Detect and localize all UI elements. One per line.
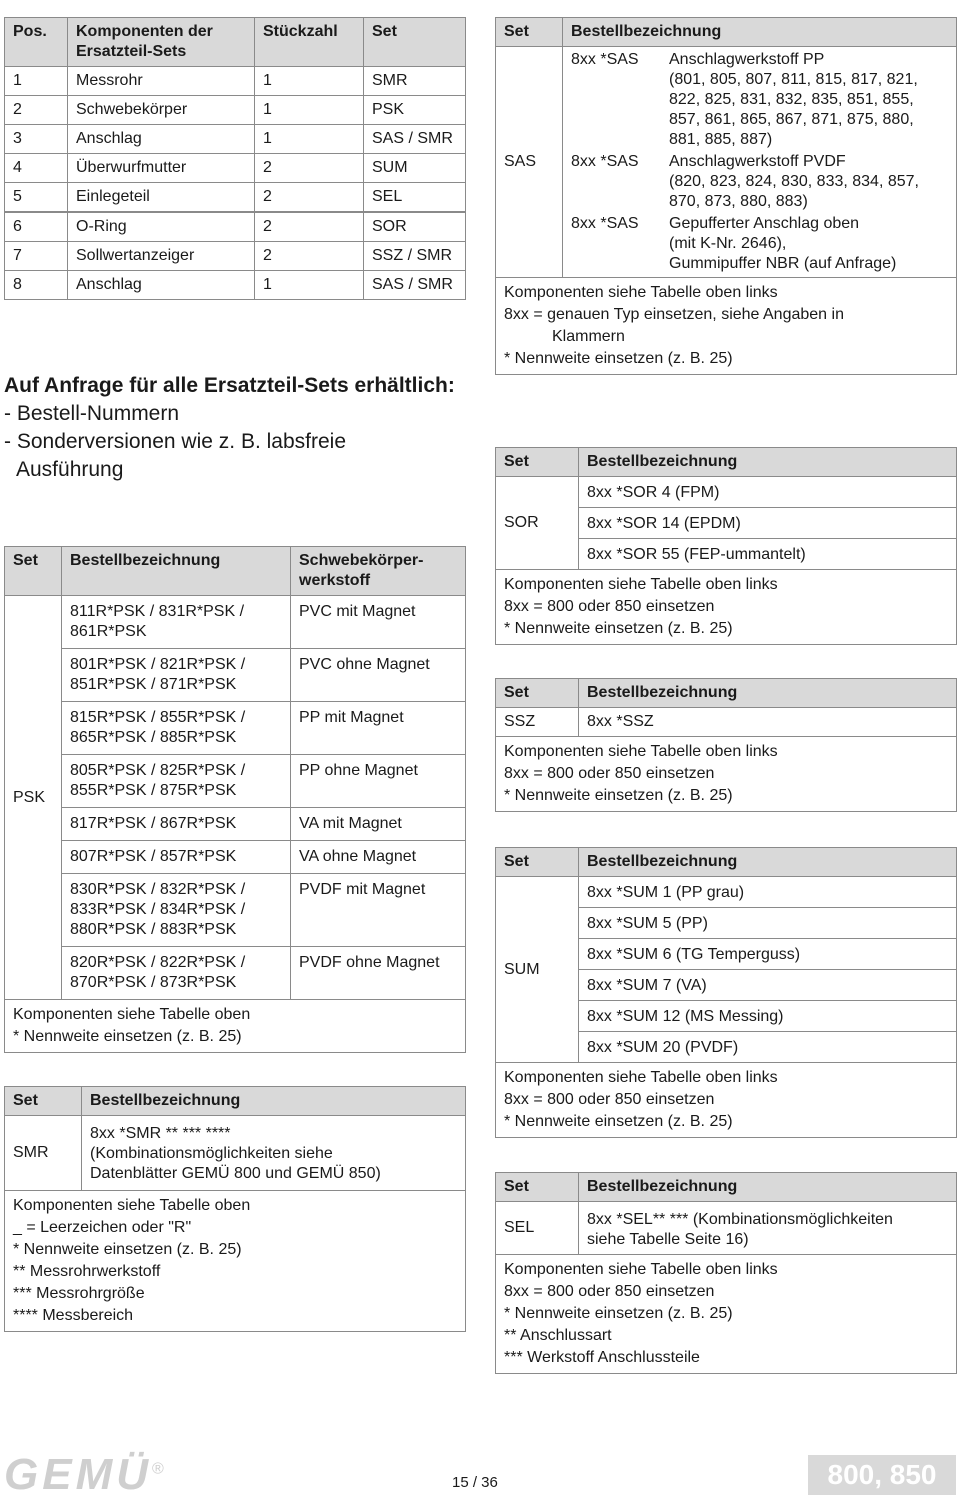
table-cell: SSZ / SMR — [364, 242, 466, 271]
sas-table — [495, 17, 957, 278]
designation-line: (Kombinationsmöglichkeiten siehe — [90, 1145, 333, 1162]
table-row — [496, 1202, 957, 1255]
sel-table — [495, 1172, 957, 1255]
ssz-table — [495, 678, 957, 737]
designation-line: 8xx *SMR ** *** **** — [90, 1125, 231, 1142]
designation: 815R*PSK / 855R*PSK / 865R*PSK / 885R*PSK — [62, 702, 291, 755]
table-cell: 1 — [255, 125, 364, 154]
note-line: 8xx = 800 oder 850 einsetzen — [504, 765, 715, 782]
table-header-row — [5, 1087, 466, 1116]
note-line: ** Anschlussart — [504, 1327, 612, 1344]
designation: 8xx *SUM 5 (PP) — [579, 908, 957, 939]
table-row — [5, 808, 466, 841]
designation: 8xx *SOR 55 (FEP-ummantelt) — [579, 539, 957, 570]
col-header: Bestellbezeichnung — [579, 679, 957, 708]
col-header: Set — [496, 679, 579, 708]
note-line: Komponenten siehe Tabelle oben — [13, 1006, 251, 1023]
table-header-row — [496, 18, 957, 47]
table-row — [5, 67, 466, 96]
designation: 8xx *SOR 14 (EPDM) — [579, 508, 957, 539]
table-row — [5, 649, 466, 702]
designation-desc — [669, 151, 948, 213]
note-line: Klammern — [552, 328, 625, 345]
table-cell: 2 — [255, 154, 364, 183]
psk-notes — [4, 1000, 466, 1053]
request-note-item: - Sonderversionen wie z. B. labsfreie — [4, 430, 346, 453]
table-row — [5, 596, 466, 649]
designation-code: 8xx *SAS — [571, 215, 639, 232]
designation: 817R*PSK / 867R*PSK — [62, 808, 291, 841]
note-line: **** Messbereich — [13, 1307, 134, 1324]
page-number: 15 / 36 — [452, 1474, 498, 1491]
desc-line: Anschlagwerkstoff PP — [669, 51, 825, 68]
sas-entry — [571, 151, 948, 213]
col-header: Schwebekörper-werkstoff — [291, 547, 466, 596]
float-material: VA mit Magnet — [291, 808, 466, 841]
designation-desc — [669, 49, 948, 151]
table-row — [5, 125, 466, 154]
table-cell: Schwebekörper — [68, 96, 255, 125]
sel-table-block — [495, 1172, 957, 1374]
note-line: *** Messrohrgröße — [13, 1285, 145, 1302]
table-cell: PSK — [364, 96, 466, 125]
designation — [579, 1202, 957, 1255]
table-cell: 7 — [5, 242, 68, 271]
sas-entry — [571, 213, 948, 275]
table-row — [5, 242, 466, 271]
table-cell: Messrohr — [68, 67, 255, 96]
desc-line: Anschlagwerkstoff PVDF — [669, 153, 846, 170]
set-code: SUM — [496, 877, 579, 1063]
table-cell: 8 — [5, 271, 68, 300]
float-material: PP mit Magnet — [291, 702, 466, 755]
designation: 807R*PSK / 857R*PSK — [62, 841, 291, 874]
set-code: SMR — [5, 1116, 82, 1191]
note-line: * Nennweite einsetzen (z. B. 25) — [13, 1028, 242, 1045]
table-row — [496, 877, 957, 908]
note-line: 8xx = genauen Typ einsetzen, siehe Angaben in — [504, 306, 844, 323]
table-cell: Einlegeteil — [68, 183, 255, 213]
registered-mark: ® — [152, 1460, 168, 1478]
request-note-item: Ausführung — [16, 458, 124, 481]
designation — [82, 1116, 466, 1191]
table-cell: Sollwertanzeiger — [68, 242, 255, 271]
sas-table-block — [495, 17, 957, 375]
designation-code: 8xx *SAS — [571, 153, 639, 170]
table-cell: 4 — [5, 154, 68, 183]
col-header: Set — [496, 18, 563, 47]
ssz-notes — [495, 737, 957, 812]
sum-table — [495, 847, 957, 1063]
smr-table-block — [4, 1086, 466, 1332]
col-header: Set — [5, 1087, 82, 1116]
desc-line: (801, 805, 807, 811, 815, 817, 821, — [669, 71, 918, 88]
table-row — [5, 755, 466, 808]
col-header: Pos. — [5, 18, 68, 67]
col-header: Bestellbezeichnung — [82, 1087, 466, 1116]
note-line: * Nennweite einsetzen (z. B. 25) — [13, 1241, 242, 1258]
table-cell: SAS / SMR — [364, 271, 466, 300]
table-row — [5, 947, 466, 1000]
desc-line: (820, 823, 824, 830, 833, 834, 857, — [669, 173, 919, 190]
table-cell: O-Ring — [68, 212, 255, 242]
float-material: PVC mit Magnet — [291, 596, 466, 649]
smr-notes — [4, 1191, 466, 1332]
table-row — [496, 47, 957, 278]
col-header: Set — [496, 1173, 579, 1202]
components-table — [4, 17, 466, 300]
table-header-row — [5, 547, 466, 596]
designation-desc — [669, 213, 948, 275]
ssz-table-block — [495, 678, 957, 812]
table-cell: SAS / SMR — [364, 125, 466, 154]
note-line: Komponenten siehe Tabelle oben links — [504, 576, 778, 593]
designation: 8xx *SUM 12 (MS Messing) — [579, 1001, 957, 1032]
note-line: * Nennweite einsetzen (z. B. 25) — [504, 350, 733, 367]
note-line: * Nennweite einsetzen (z. B. 25) — [504, 787, 733, 804]
table-row — [5, 271, 466, 300]
table-row — [496, 708, 957, 737]
note-line: 8xx = 800 oder 850 einsetzen — [504, 598, 715, 615]
table-header-row — [496, 679, 957, 708]
col-header: Set — [364, 18, 466, 67]
col-header: Bestellbezeichnung — [579, 848, 957, 877]
designation: 801R*PSK / 821R*PSK / 851R*PSK / 871R*PSK — [62, 649, 291, 702]
smr-table — [4, 1086, 466, 1191]
table-cell: Überwurfmutter — [68, 154, 255, 183]
sum-table-block — [495, 847, 957, 1138]
designation-line: siehe Tabelle Seite 16) — [587, 1231, 749, 1248]
sum-notes — [495, 1063, 957, 1138]
designation-code: 8xx *SAS — [571, 51, 639, 68]
desc-line: 822, 825, 831, 832, 835, 851, 855, — [669, 91, 914, 108]
col-header: Bestellbezeichnung — [579, 448, 957, 477]
note-line: 8xx = 800 oder 850 einsetzen — [504, 1283, 715, 1300]
table-header-row — [496, 448, 957, 477]
designation: 8xx *SOR 4 (FPM) — [579, 477, 957, 508]
table-cell: 2 — [5, 96, 68, 125]
table-row — [5, 96, 466, 125]
table-row — [5, 212, 466, 242]
gemue-logo — [4, 1450, 168, 1500]
table-row — [5, 841, 466, 874]
table-header-row — [496, 848, 957, 877]
desc-line: Gummipuffer NBR (auf Anfrage) — [669, 255, 897, 272]
table-cell: SUM — [364, 154, 466, 183]
request-note — [4, 372, 466, 484]
col-header: Set — [496, 848, 579, 877]
table-cell: SMR — [364, 67, 466, 96]
table-row — [5, 874, 466, 947]
table-cell: SEL — [364, 183, 466, 213]
designation: 8xx *SUM 7 (VA) — [579, 970, 957, 1001]
table-header-row — [496, 1173, 957, 1202]
note-line: Komponenten siehe Tabelle oben — [13, 1197, 251, 1214]
table-row — [5, 183, 466, 213]
designation: 805R*PSK / 825R*PSK / 855R*PSK / 875R*PSK — [62, 755, 291, 808]
float-material: VA ohne Magnet — [291, 841, 466, 874]
sor-notes — [495, 570, 957, 645]
table-header-row — [5, 18, 466, 67]
sas-entry — [571, 49, 948, 151]
designation: 8xx *SUM 6 (TG Temperguss) — [579, 939, 957, 970]
note-line: Komponenten siehe Tabelle oben links — [504, 1069, 778, 1086]
sor-table-block — [495, 447, 957, 645]
note-line: Komponenten siehe Tabelle oben links — [504, 743, 778, 760]
desc-line: (mit K-Nr. 2646), — [669, 235, 787, 252]
note-line: Komponenten siehe Tabelle oben links — [504, 284, 778, 301]
set-code: SAS — [496, 47, 563, 278]
note-line: _ = Leerzeichen oder "R" — [13, 1219, 192, 1236]
designation: 811R*PSK / 831R*PSK / 861R*PSK — [62, 596, 291, 649]
table-cell: 1 — [255, 96, 364, 125]
col-header: Bestellbezeichnung — [579, 1173, 957, 1202]
designation: 8xx *SSZ — [579, 708, 957, 737]
sel-notes — [495, 1255, 957, 1374]
psk-table-block — [4, 546, 466, 1053]
table-row — [5, 154, 466, 183]
float-material: PVDF mit Magnet — [291, 874, 466, 947]
table-row — [5, 1116, 466, 1191]
col-header: Set — [5, 547, 62, 596]
float-material: PP ohne Magnet — [291, 755, 466, 808]
table-cell: 2 — [255, 183, 364, 213]
components-table-block — [4, 17, 466, 300]
table-cell: Anschlag — [68, 271, 255, 300]
designation: 830R*PSK / 832R*PSK / 833R*PSK / 834R*PSK / 880R*PSK / 883R*PSK — [62, 874, 291, 947]
col-header: Bestellbezeichnung — [563, 18, 957, 47]
designation-line: Datenblätter GEMÜ 800 und GEMÜ 850) — [90, 1165, 381, 1182]
table-cell: 1 — [255, 67, 364, 96]
set-code: SOR — [496, 477, 579, 570]
note-line: * Nennweite einsetzen (z. B. 25) — [504, 1113, 733, 1130]
col-header: Komponenten der Ersatzteil-Sets — [68, 18, 255, 67]
designation-line: 8xx *SEL** *** (Kombinationsmöglichkeiten — [587, 1211, 893, 1228]
note-line: 8xx = 800 oder 850 einsetzen — [504, 1091, 715, 1108]
note-line: *** Werkstoff Anschlussteile — [504, 1349, 700, 1366]
col-header: Stückzahl — [255, 18, 364, 67]
table-cell: 1 — [5, 67, 68, 96]
col-header: Bestellbezeichnung — [62, 547, 291, 596]
request-note-title: Auf Anfrage für alle Ersatzteil-Sets erhältlich: — [4, 374, 455, 397]
sas-notes — [495, 278, 957, 375]
model-badge: 800, 850 — [808, 1455, 956, 1495]
sor-table — [495, 447, 957, 570]
table-cell: 2 — [255, 212, 364, 242]
table-cell: 5 — [5, 183, 68, 213]
float-material: PVDF ohne Magnet — [291, 947, 466, 1000]
table-cell: 6 — [5, 212, 68, 242]
desc-line: Gepufferter Anschlag oben — [669, 215, 860, 232]
set-code: SSZ — [496, 708, 579, 737]
sas-entries — [563, 47, 957, 278]
table-cell: SOR — [364, 212, 466, 242]
note-line: ** Messrohrwerkstoff — [13, 1263, 161, 1280]
desc-line: 881, 885, 887) — [669, 131, 773, 148]
table-cell: 3 — [5, 125, 68, 154]
note-line: Komponenten siehe Tabelle oben links — [504, 1261, 778, 1278]
note-line: * Nennweite einsetzen (z. B. 25) — [504, 620, 733, 637]
table-row — [5, 702, 466, 755]
col-header: Set — [496, 448, 579, 477]
designation: 8xx *SUM 20 (PVDF) — [579, 1032, 957, 1063]
logo-text: GEMÜ — [4, 1450, 152, 1499]
designation: 8xx *SUM 1 (PP grau) — [579, 877, 957, 908]
table-cell: 1 — [255, 271, 364, 300]
psk-table — [4, 546, 466, 1000]
designation: 820R*PSK / 822R*PSK / 870R*PSK / 873R*PSK — [62, 947, 291, 1000]
desc-line: 857, 861, 865, 867, 871, 875, 880, — [669, 111, 914, 128]
table-cell: Anschlag — [68, 125, 255, 154]
set-code: SEL — [496, 1202, 579, 1255]
set-code: PSK — [5, 596, 62, 1000]
float-material: PVC ohne Magnet — [291, 649, 466, 702]
note-line: * Nennweite einsetzen (z. B. 25) — [504, 1305, 733, 1322]
request-note-item: - Bestell-Nummern — [4, 402, 180, 425]
desc-line: 870, 873, 880, 883) — [669, 193, 808, 210]
table-cell: 2 — [255, 242, 364, 271]
table-row — [496, 477, 957, 508]
